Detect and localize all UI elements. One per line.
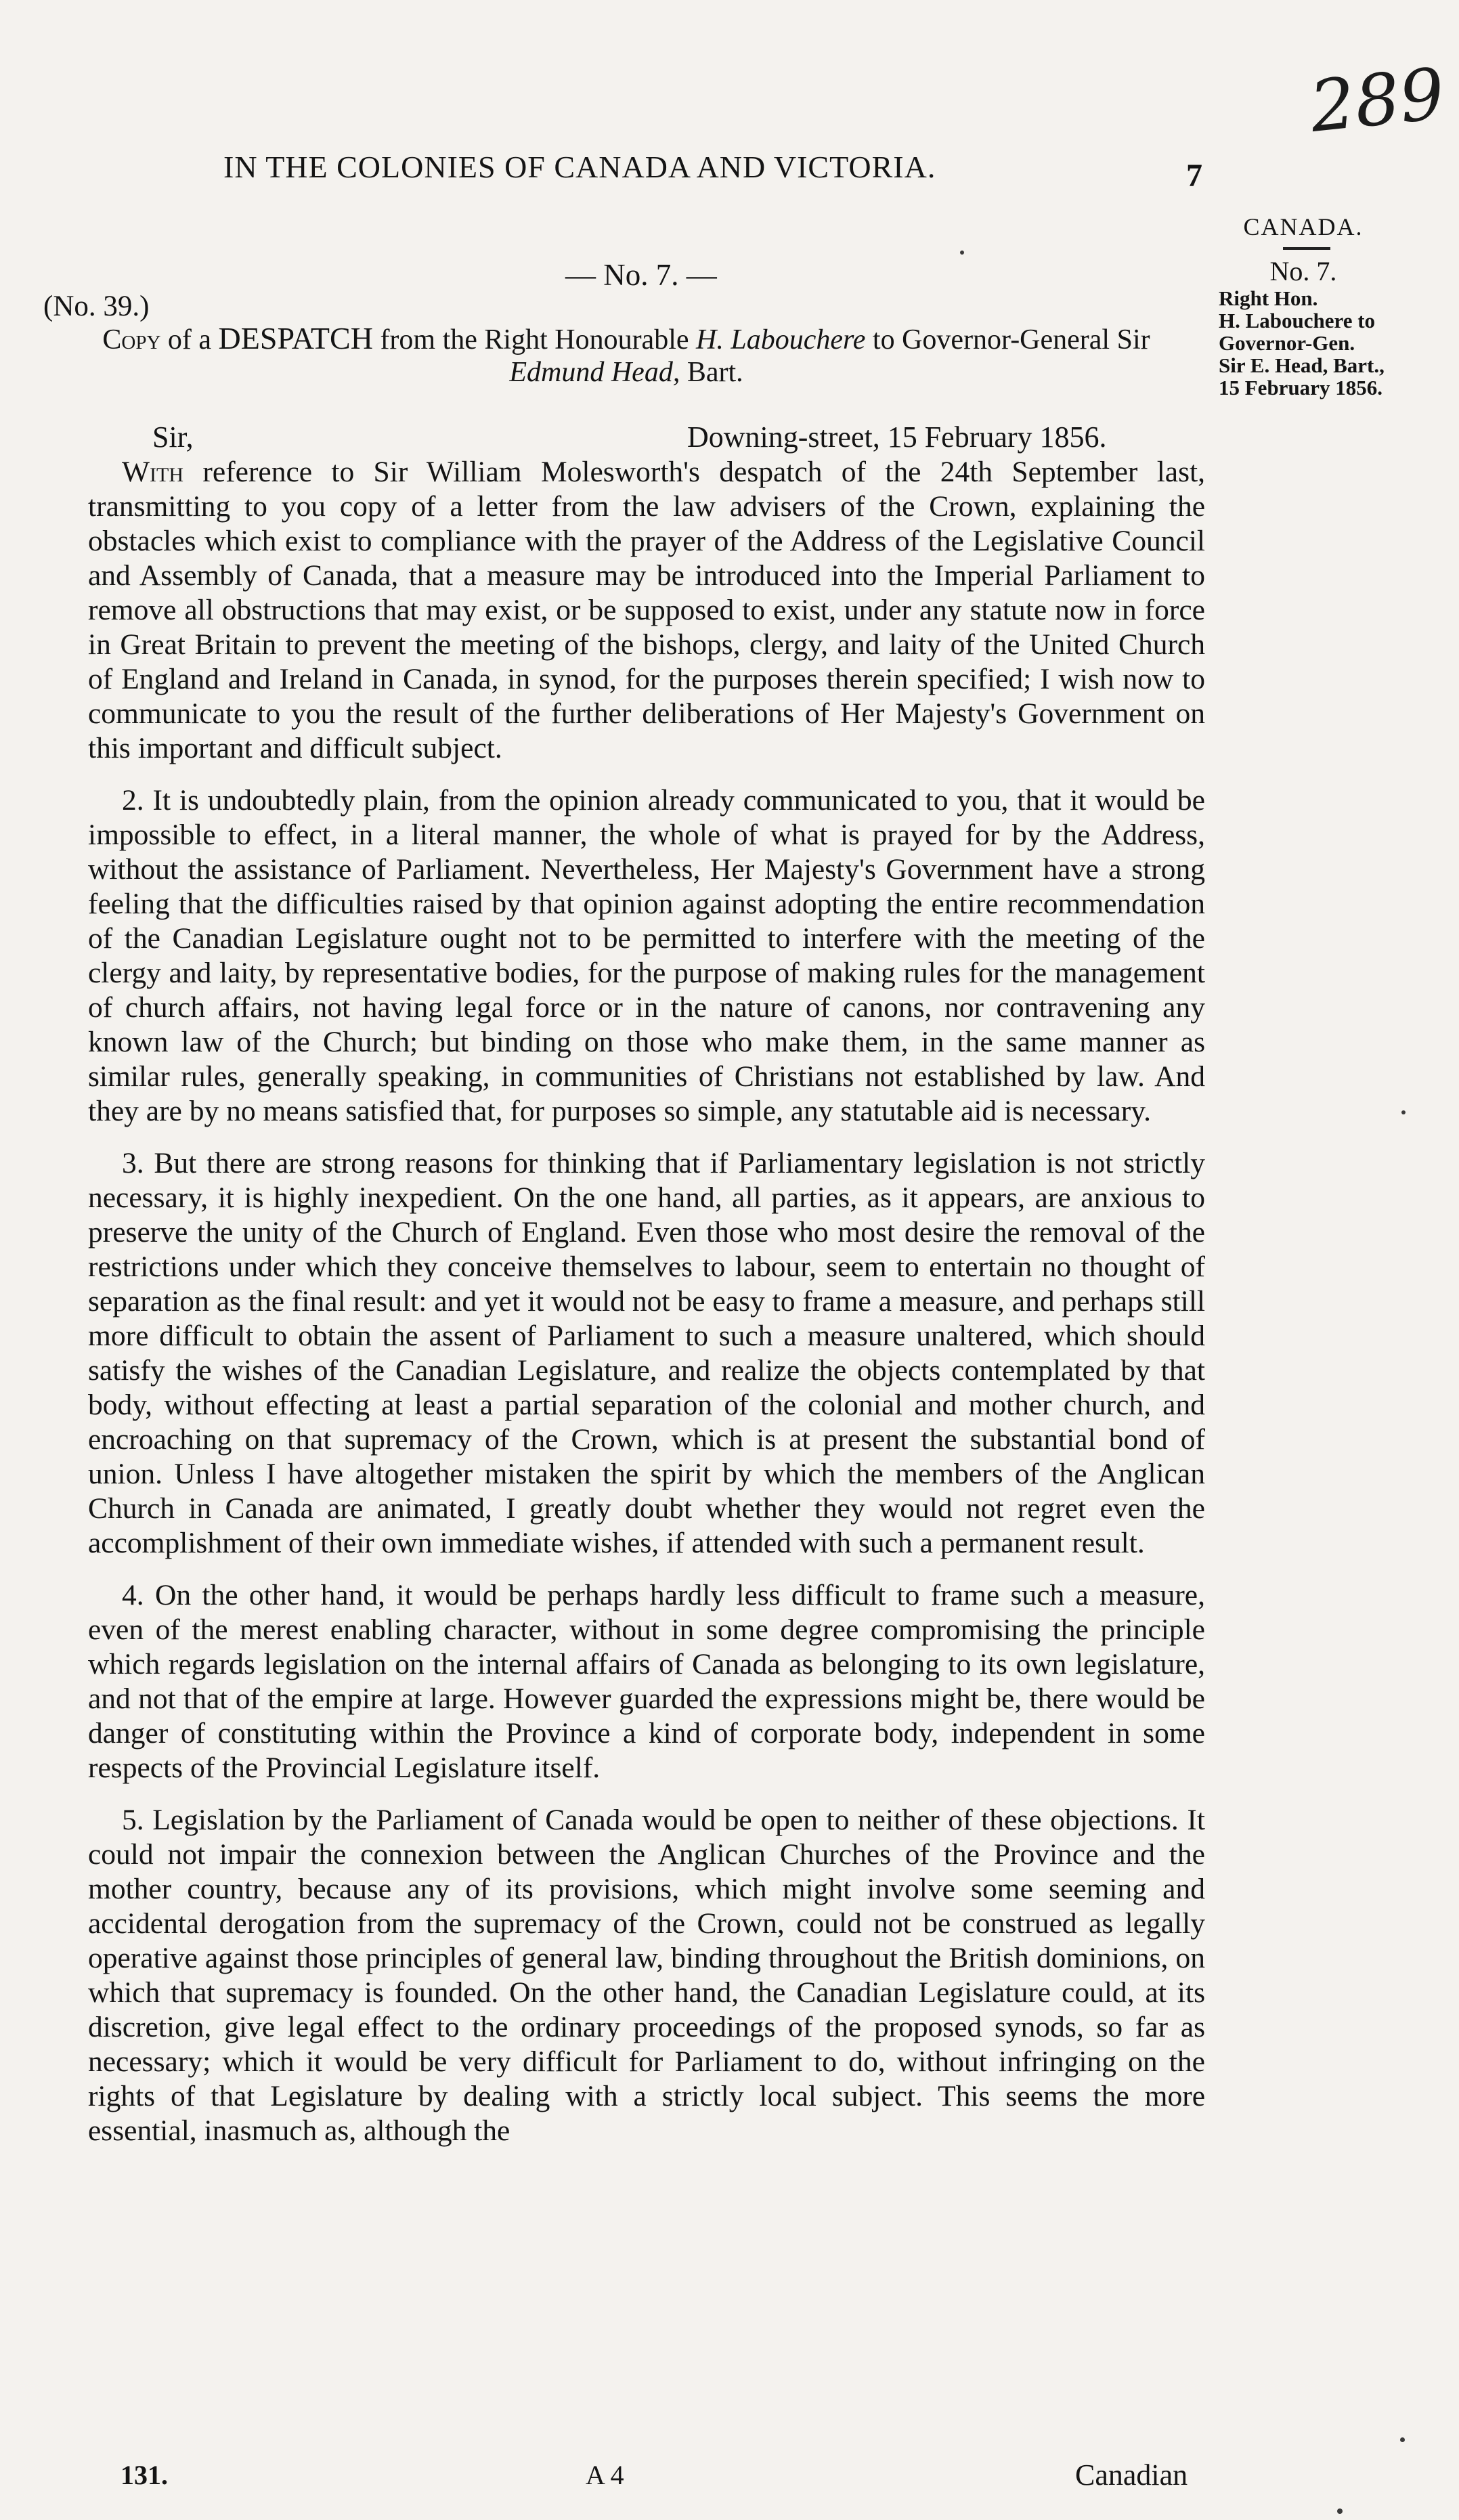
paragraph: 2. It is undoubtedly plain, from the opinion already communicated to you, that it would be impossible to effect, in a literal manner, the whole of what is prayed for by the Address, without the assistance of Parliament. Nevertheless, Her Majesty's Government have a strong feeling that the difficulties raised by that opinion against adopting the entire recommendation of the Canadian Legislature ought not to be permitted to interfere with the meeting of the clergy and laity, by representative bodies, for the purpose of making rules for the management of church affairs, not having legal force or in the nature of canons, nor contravening any known law of the Church; but binding on those who make them, in the same manner as similar rules, generally speaking, in communities of Christians not established by law. And they are by no means satisfied that, for purposes so simple, any statutable aid is necessary. (88, 784, 1205, 1127)
title-part: to Governor-General Sir (865, 324, 1150, 355)
dateline: Downing-street, 15 February 1856. (687, 420, 1107, 454)
paragraph-lead-word: With (122, 456, 184, 488)
paragraph: 5. Legislation by the Parliament of Canada would be open to neither of these objections. It could not impair the connexion between the Anglican Churches of the Province and the mother country, because any of its provisions, which might involve some seeming and accidental derogation from the supremacy of the Crown, could not be construed as legally operative against those principles of general law, binding throughout the British dominions, on which that supremacy is founded. On the other hand, the Canadian Legislature could, at its discretion, give legal effect to the ordinary proceedings of the proposed synods, so far as necessary; which it would be very difficult for Parliament to do, without infringing on the rights of that Legislature by dealing with a strictly local subject. This seems the more essential, inasmuch as, although the (88, 1804, 1205, 2147)
margin-line: Governor-Gen. (1219, 331, 1355, 355)
despatch-body (88, 455, 1205, 2166)
title-part: from the Right Honourable (372, 324, 697, 355)
catchword: Canadian (1075, 2458, 1188, 2492)
margin-line: Sir E. Head, Bart., (1219, 353, 1385, 377)
title-sender: H. Labouchere (696, 324, 866, 355)
despatch-title (91, 322, 1161, 389)
ink-speck (1400, 2437, 1405, 2442)
margin-number: No. 7. (1269, 256, 1337, 286)
ink-speck (960, 251, 964, 255)
title-recipient: Edmund Head, (509, 357, 680, 388)
margin-line: Right Hon. (1219, 286, 1318, 310)
ink-speck (1337, 2508, 1343, 2514)
paragraph: 4. On the other hand, it would be perhaps hardly less difficult to frame such a measure, even of the merest enabling character, without in some degree compromising the principle which regards legislation on the internal affairs of Canada as belonging to its own legislature, and not that of the empire at large. However guarded the expressions might be, there would be danger of constituting within the Province a kind of corporate body, independent in some respects of the Provincial Legislature itself. (88, 1579, 1205, 1784)
margin-line: H. Labouchere to (1219, 309, 1376, 332)
printer-signature: A 4 (586, 2460, 624, 2490)
title-part: Bart. (680, 357, 743, 388)
margin-colony: CANADA. (1243, 213, 1364, 240)
folio-number: 7 (1186, 158, 1202, 194)
despatch-heading: — No. 7. — (565, 258, 717, 292)
title-despatch-word: DESPATCH (218, 321, 373, 355)
margin-note (1219, 215, 1449, 399)
margin-rule (1283, 247, 1330, 250)
paragraph (88, 455, 1205, 766)
paragraph-text: reference to Sir William Molesworth's despatch of the 24th September last, transmitting to you copy of a letter from the law advisers of the Crown, explaining the obstacles which exist to compliance with the prayer of the Address of the Legislative Council and Assembly of Canada, that a measure may be introduced into the Imperial Parliament to remove all obstructions that may exist, or be supposed to exist, under any statute now in force in Great Britain to prevent the meeting of the bishops, clergy, and laity of the United Church of England and Ireland in Canada, in synod, for the purposes therein specified; I wish now to communicate to you the result of the further deliberations of Her Majesty's Government on this important and difficult subject. (88, 456, 1205, 764)
title-copy-word: Copy (102, 324, 161, 355)
salutation: Sir, (152, 420, 194, 454)
sheet-number: 131. (121, 2460, 168, 2490)
despatch-number: (No. 39.) (43, 290, 150, 322)
ink-speck (1401, 1110, 1406, 1114)
margin-line: 15 February 1856. (1219, 376, 1382, 399)
running-head: IN THE COLONIES OF CANADA AND VICTORIA. (223, 150, 936, 184)
title-part: of a (160, 324, 219, 355)
handwritten-page-number: 289 (1306, 51, 1449, 149)
paragraph: 3. But there are strong reasons for thinking that if Parliamentary legislation is not strictly necessary, it is highly inexpedient. On the one hand, all parties, as it appears, are anxious to preserve the unity of the Church of England. Even those who most desire the removal of the restrictions under which they conceive themselves to labour, seem to entertain no thought of separation as the final result: and yet it would not be easy to frame a measure, and perhaps still more difficult to obtain the assent of Parliament to such a measure unaltered, which should satisfy the wishes of the Canadian Legislature, and realize the objects contemplated by that body, without effecting at least a partial separation of the colonial and mother church, and encroaching on that supremacy of the Crown, which is at present the substantial bond of union. Unless I have altogether mistaken the spirit by which the members of the Anglican Church in Canada are animated, I greatly doubt whether they would not regret even the accomplishment of their own immediate wishes, if attended with such a permanent result. (88, 1147, 1205, 1559)
